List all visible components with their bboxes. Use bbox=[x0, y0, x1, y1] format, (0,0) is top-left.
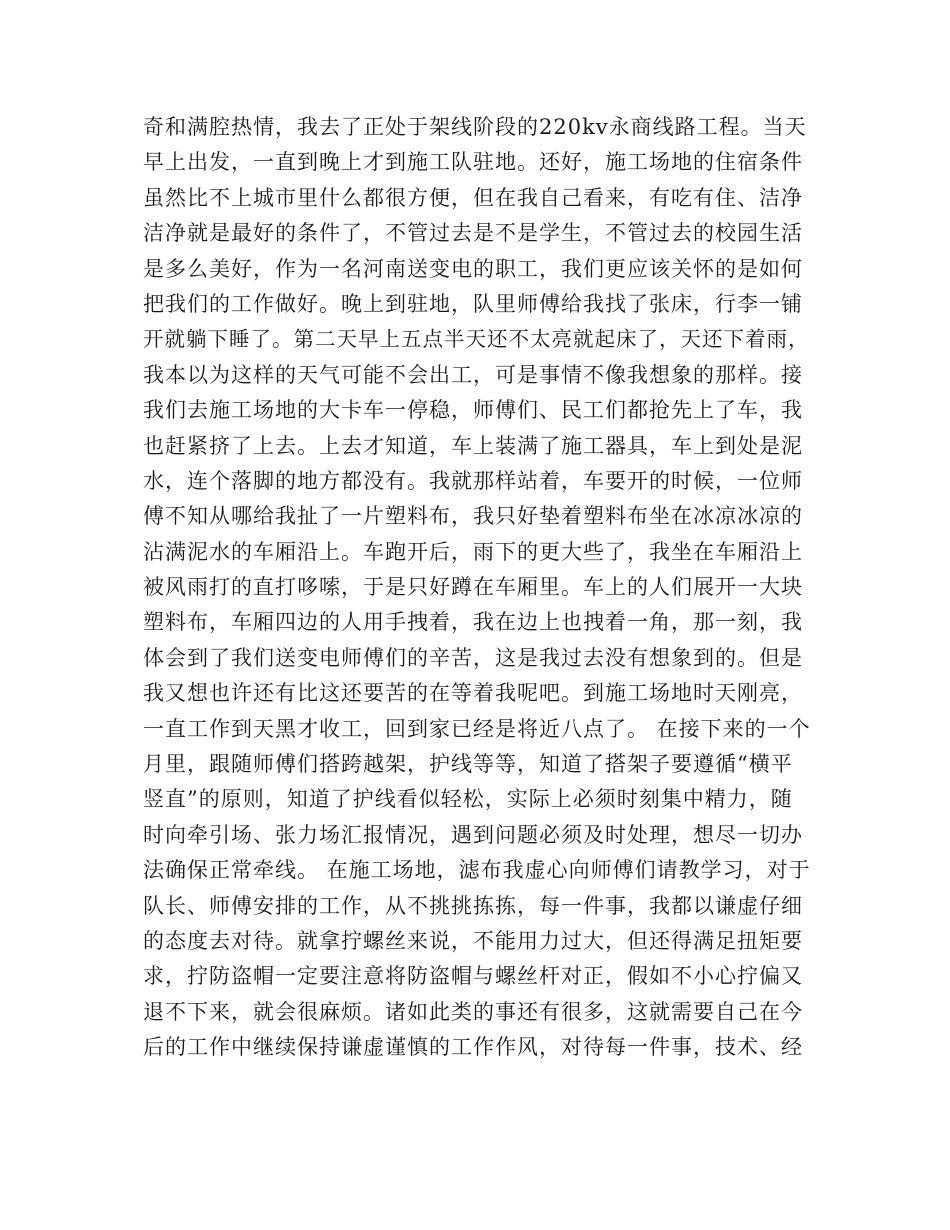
document-body bbox=[143, 110, 813, 1066]
text-line: 傅不知从哪给我扯了一片塑料布，我只好垫着塑料布坐在冰凉冰凉的 bbox=[143, 504, 803, 529]
text-line: 我又想也许还有比这还要苦的在等着我呢吧。到施工场地时天刚亮， bbox=[143, 681, 803, 706]
text-line: 塑料布，车厢四边的人用手拽着，我在边上也拽着一角，那一刻，我 bbox=[143, 610, 803, 635]
text-line: 沾满泥水的车厢沿上。车跑开后，雨下的更大些了，我坐在车厢沿上 bbox=[143, 539, 803, 564]
text-line: 是多么美好，作为一名河南送变电的职工，我们更应该关怀的是如何 bbox=[143, 256, 803, 281]
text-line: 水，连个落脚的地方都没有。我就那样站着，车要开的时候，一位师 bbox=[143, 468, 803, 493]
text-line: 法确保正常牵线。 在施工场地，滤布我虚心向师傅们请教学习，对于 bbox=[143, 858, 811, 883]
text-line: 后的工作中继续保持谦虚谨慎的工作作风，对待每一件事，技术、经 bbox=[143, 1035, 803, 1060]
text-line: 开就躺下睡了。第二天早上五点半天还不太亮就起床了，天还下着雨， bbox=[143, 327, 810, 352]
text-line: 被风雨打的直打哆嗦，于是只好蹲在车厢里。车上的人们展开一大块 bbox=[143, 575, 803, 600]
text-line: 竖直”的原则，知道了护线看似轻松，实际上必须时刻集中精力，随 bbox=[143, 787, 793, 812]
text-line: 我们去施工场地的大卡车一停稳，师傅们、民工们都抢先上了车，我 bbox=[143, 398, 803, 423]
text-line: 虽然比不上城市里什么都很方便，但在我自己看来，有吃有住、洁净 bbox=[143, 185, 803, 210]
text-line: 也赶紧挤了上去。上去才知道，车上装满了施工器具，车上到处是泥 bbox=[143, 433, 803, 458]
text-line: 我本以为这样的天气可能不会出工，可是事情不像我想象的那样。接 bbox=[143, 362, 803, 387]
text-line: 月里，跟随师傅们搭跨越架，护线等等，知道了搭架子要遵循“横平 bbox=[143, 752, 793, 777]
text-line: 洁净就是最好的条件了，不管过去是不是学生，不管过去的校园生活 bbox=[143, 221, 803, 246]
text-line: 把我们的工作做好。晚上到驻地，队里师傅给我找了张床，行李一铺 bbox=[143, 291, 803, 316]
text-line: 队长、师傅安排的工作，从不挑挑拣拣，每一件事，我都以谦虚仔细 bbox=[143, 893, 803, 918]
text-line: 体会到了我们送变电师傅们的辛苦，这是我过去没有想象到的。但是 bbox=[143, 645, 803, 670]
text-line: 时向牵引场、张力场汇报情况，遇到问题必须及时处理，想尽一切办 bbox=[143, 822, 803, 847]
text-line: 奇和满腔热情，我去了正处于架线阶段的220kv永商线路工程。当天 bbox=[143, 115, 807, 139]
text-line: 一直工作到天黑才收工，回到家已经是将近八点了。 在接下来的一个 bbox=[143, 716, 811, 741]
text-line: 退不下来，就会很麻烦。诸如此类的事还有很多，这就需要自己在今 bbox=[143, 999, 803, 1024]
text-line: 求，拧防盗帽一定要注意将防盗帽与螺丝杆对正，假如不小心拧偏又 bbox=[143, 964, 803, 989]
text-line: 的态度去对待。就拿拧螺丝来说，不能用力过大，但还得满足扭矩要 bbox=[143, 928, 803, 953]
text-line: 早上出发，一直到晚上才到施工队驻地。还好，施工场地的住宿条件 bbox=[143, 150, 803, 175]
